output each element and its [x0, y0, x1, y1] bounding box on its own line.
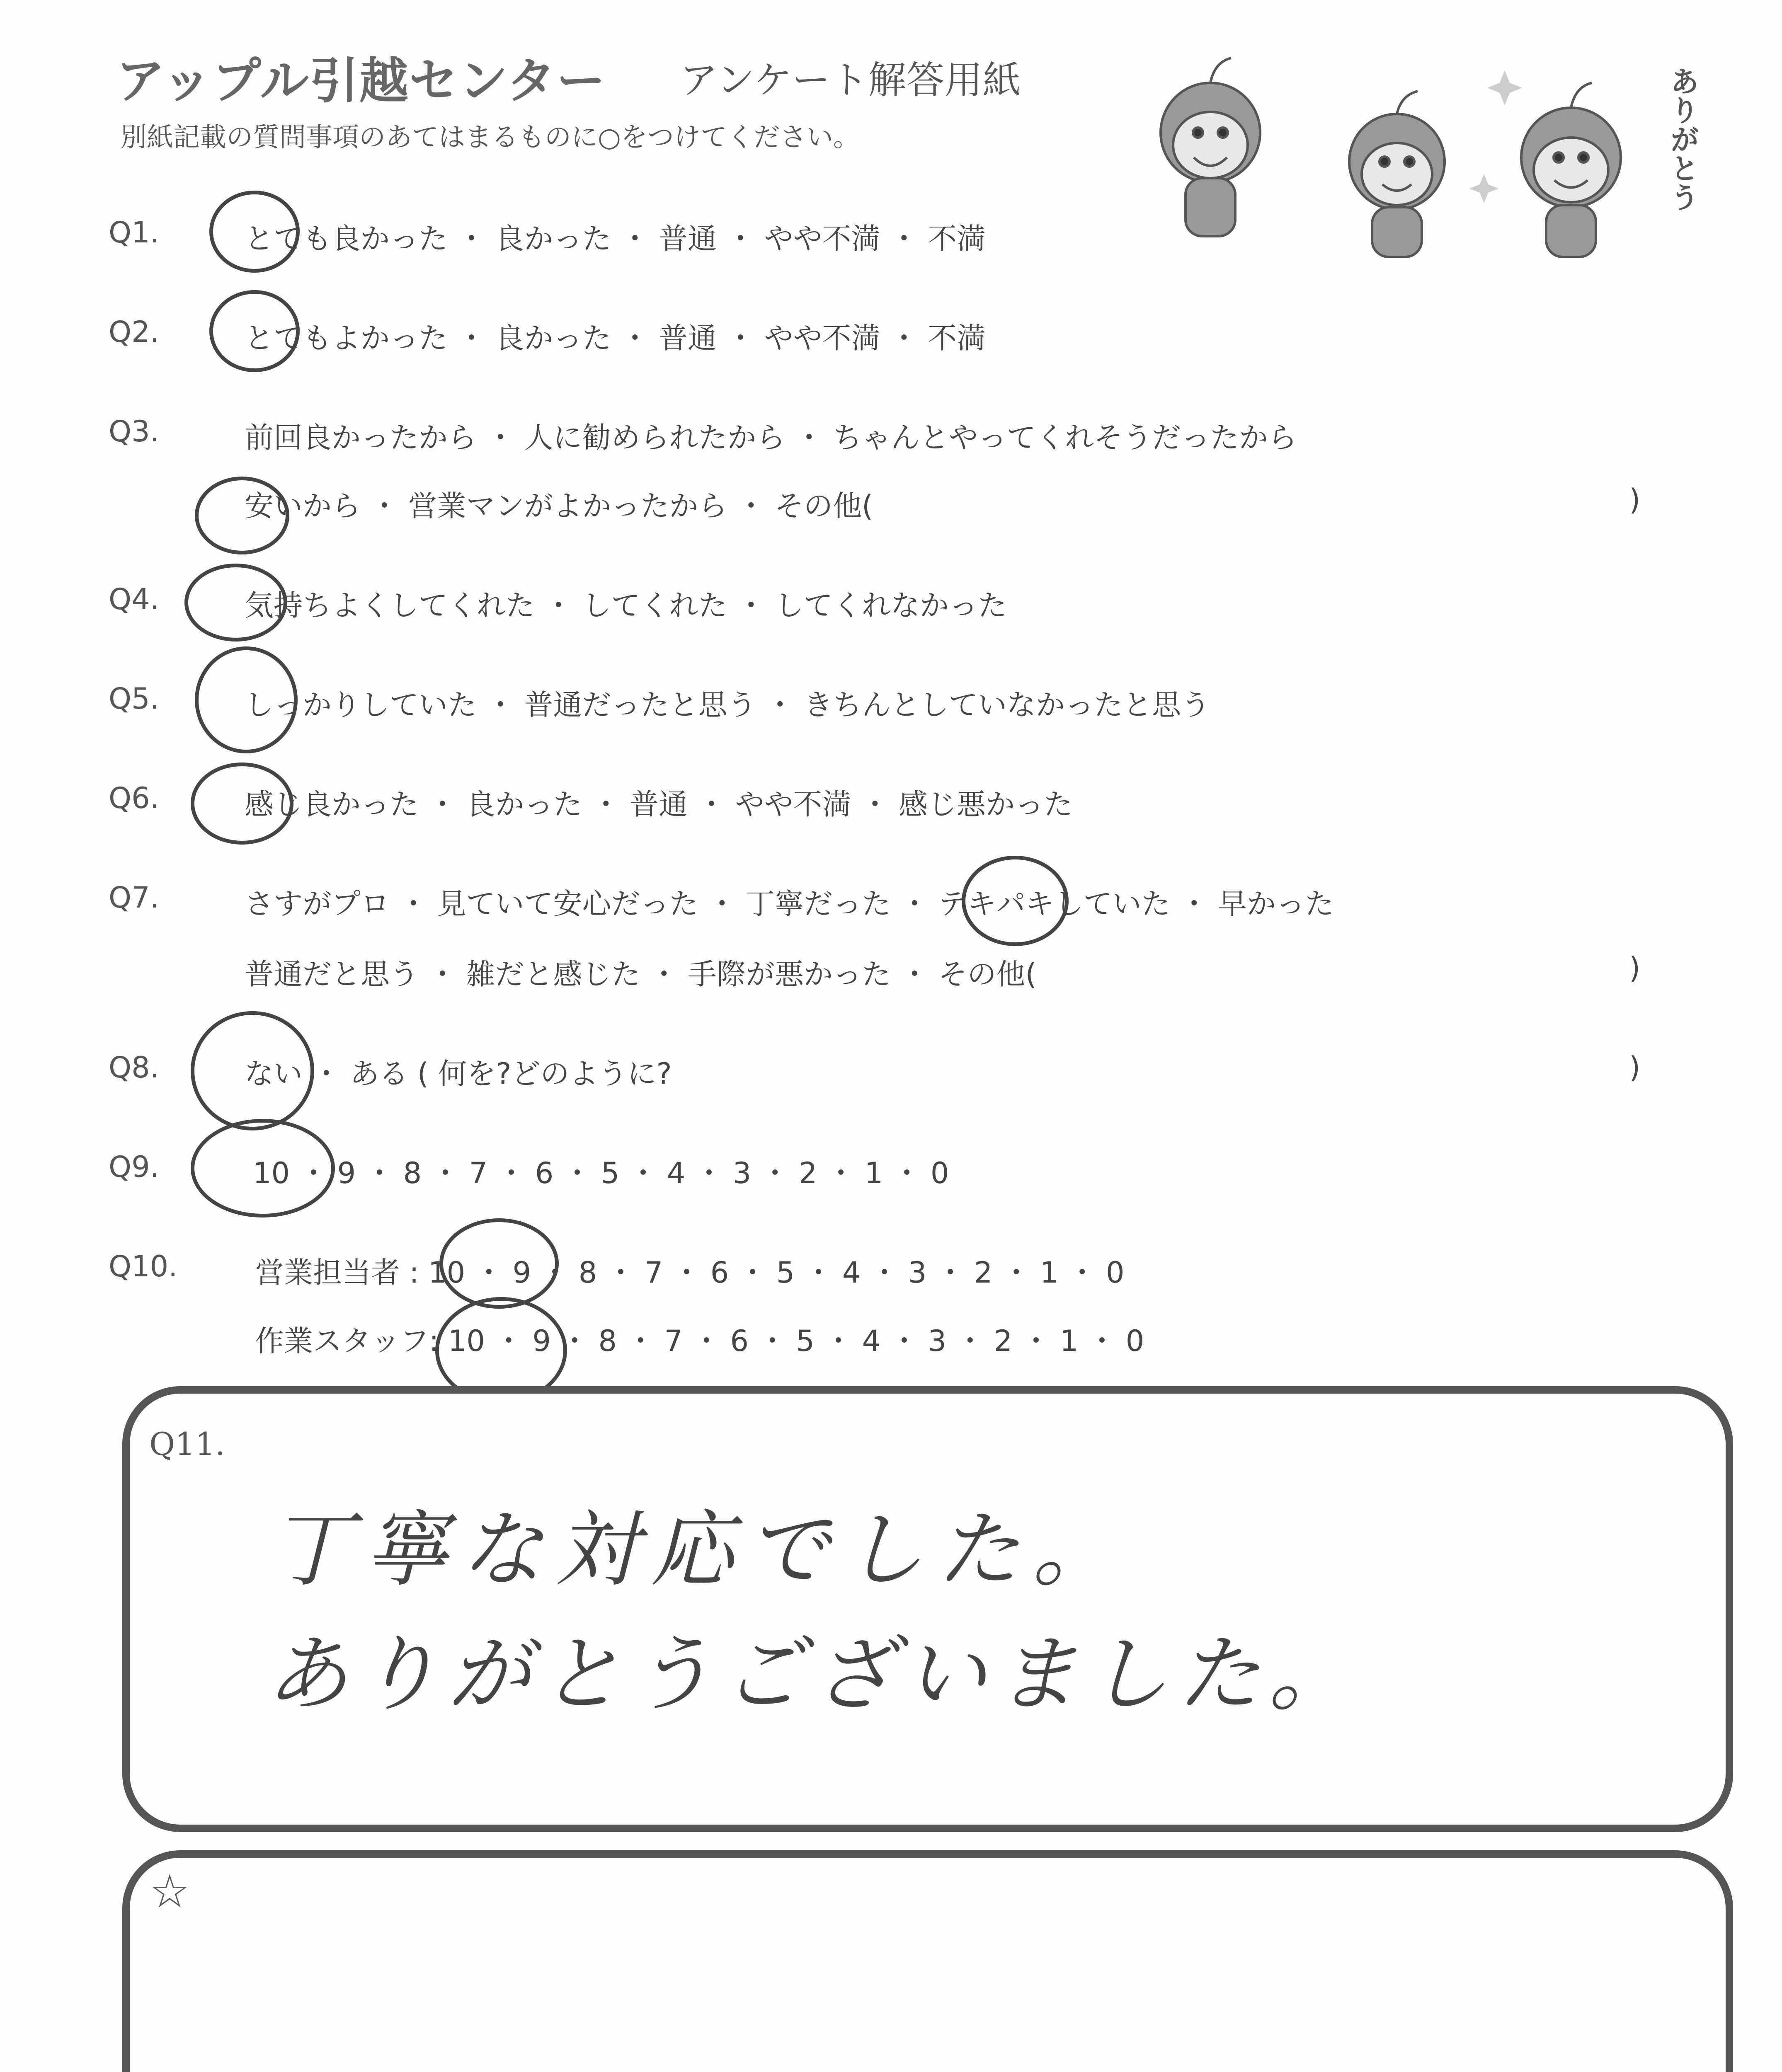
q10-sales-scale: 営業担当者 : 10 ・ 9 ・ 8 ・ 7 ・ 6 ・ 5 ・ 4 ・ 3 ・ 2 ・ 1 ・ 0 — [255, 1256, 1125, 1290]
q9-scale: 10 ・ 9 ・ 8 ・ 7 ・ 6 ・ 5 ・ 4 ・ 3 ・ 2 ・ 1 ・ 0 — [253, 1156, 949, 1190]
q2-label: Q2. — [109, 315, 159, 349]
q7-options-line1: さすがプロ ・ 見ていて安心だった ・ 丁寧だった ・ テキパキしていた ・ 早かった — [245, 887, 1334, 921]
q1-options: とても良かった ・ 良かった ・ 普通 ・ やや不満 ・ 不満 — [245, 222, 986, 256]
q2-options: とてもよかった ・ 良かった ・ 普通 ・ やや不満 ・ 不満 — [245, 321, 986, 355]
q1-label: Q1. — [109, 215, 159, 249]
q9-label: Q9. — [109, 1150, 159, 1184]
q10-staff-scale: 作業スタッフ: 10 ・ 9 ・ 8 ・ 7 ・ 6 ・ 5 ・ 4 ・ 3 ・ 2 ・ 1 ・ 0 — [255, 1324, 1144, 1358]
q2-answer-circle — [209, 290, 300, 372]
q8-paren-close: ) — [1629, 1051, 1641, 1084]
thank-you-badge: ありがとう — [1666, 66, 1700, 211]
q7-paren-close: ) — [1629, 951, 1641, 985]
q5-options: しっかりしていた ・ 普通だったと思う ・ きちんとしていなかったと思う — [245, 688, 1210, 722]
q9-answer-circle — [191, 1119, 335, 1218]
star-icon: ☆ — [149, 1865, 190, 1918]
monkey-mascots-illustration — [1140, 37, 1700, 269]
q7-options-line2: 普通だと思う ・ 雑だと感じた ・ 手際が悪かった ・ その他( — [245, 957, 1037, 991]
q8-answer-circle — [191, 1011, 314, 1130]
q3-paren-close: ) — [1629, 483, 1641, 517]
q11-handwritten-line2: ありがとうございました。 — [265, 1626, 1360, 1723]
q3-label: Q3. — [109, 414, 159, 448]
form-title: アップル引越センター — [116, 52, 606, 109]
q7-answer-circle — [962, 856, 1069, 946]
q3-answer-circle — [195, 477, 289, 554]
q6-options: 感じ良かった ・ 良かった ・ 普通 ・ やや不満 ・ 感じ悪かった — [245, 787, 1073, 821]
q10-sales-answer-circle — [439, 1218, 559, 1309]
q8-label: Q8. — [109, 1051, 159, 1084]
q6-answer-circle — [191, 762, 293, 845]
q11-label: Q11. — [149, 1426, 225, 1462]
q5-label: Q5. — [109, 682, 159, 716]
q4-options: 気持ちよくしてくれた ・ してくれた ・ してくれなかった — [245, 588, 1007, 622]
q3-options-line2: 安いから ・ 営業マンがよかったから ・ その他( — [245, 489, 873, 523]
instruction-text: 別紙記載の質問事項のあてはまるものに○をつけてください。 — [120, 122, 860, 153]
q1-answer-circle — [209, 191, 300, 273]
q4-answer-circle — [184, 564, 287, 641]
q11-handwritten-line1: 丁寧な対応でした。 — [269, 1502, 1128, 1598]
q8-options: ない ・ ある ( 何を?どのように? — [245, 1057, 672, 1091]
q7-label: Q7. — [109, 881, 159, 915]
q5-answer-circle — [195, 646, 298, 753]
q6-label: Q6. — [109, 781, 159, 815]
form-subtitle: アンケート解答用紙 — [680, 58, 1021, 102]
additional-comment-box — [122, 1850, 1733, 2072]
q10-label: Q10. — [109, 1249, 178, 1283]
q4-label: Q4. — [109, 582, 159, 616]
q3-options-line1: 前回良かったから ・ 人に勧められたから ・ ちゃんとやってくれそうだったから — [245, 421, 1297, 455]
